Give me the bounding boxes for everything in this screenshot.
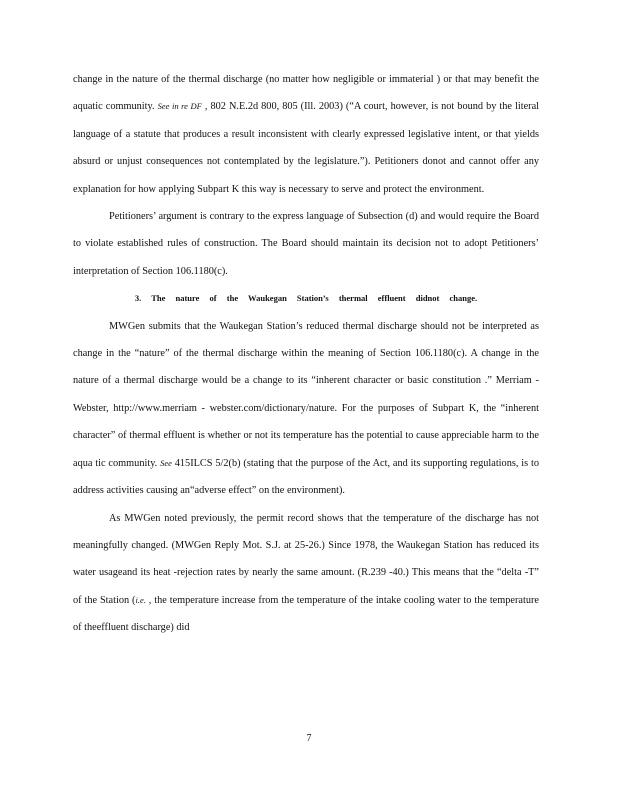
- paragraph-text: As MWGen noted previously, the permit record shows that the temperature of the discharge has not meaningfully changed. (MWGen Reply Mot. S.J. at 25-26.) Since 1978, the Waukegan Station has reduced its water usageand its heat -rejection rates by nearly the same amount. (R.239 -40.) This means that the “delta -T” of the Station (: [73, 512, 539, 606]
- paragraph-text: MWGen submits that the Waukegan Station’s reduced thermal discharge should not be interpreted as change in the “nature” of the thermal discharge within the meaning of Section 106.1180(c). A change in the nature of a thermal discharge would be a change to its “inherent character or basic constitution .” Merriam - Webster, http://www.merriam - webster.com/dictionary/nature. For the purposes of Subpart K, the “inherent character” of thermal effluent is whether or not its temperature has the potential to cause appreciable harm to the aqua tic community.: [73, 320, 539, 469]
- heading-text: 3. The nature of the Waukegan Station’s thermal effluent didnot change.: [134, 293, 478, 304]
- paragraph-text: , 802 N.E.2d 800, 805 (Ill. 2003) (“A court, however, is not bound by the literal language of a statute that produces a result inconsistent with clearly expressed legislative intent, or that yields absurd or unjust consequences not contemplated by the legislature.”). Petitioners donot and cannot offer any explanation for how applying Subpart K this way is necessary to serve and protect the environment.: [73, 101, 540, 195]
- section-heading: [73, 285, 539, 312]
- abbrev-ie: i.e.: [135, 594, 146, 605]
- body-text: [73, 66, 539, 642]
- paragraph-permit-record: [73, 505, 539, 642]
- case-citation: See in re DF: [157, 101, 202, 112]
- signal-see: See: [160, 457, 172, 468]
- paragraph-text: change in the nature of the thermal discharge (no matter how negligible or immaterial ) or that may benefit the aquatic community.: [73, 74, 539, 113]
- paragraph-continued: [73, 66, 539, 203]
- paragraph-mwgen-submits: [73, 313, 539, 505]
- paragraph-text: Petitioners’ argument is contrary to the express language of Subsection (d) and would require the Board to violate established rules of construction. The Board should maintain its decision not to adopt Petitioners’ interpretation of Section 106.1180(c).: [73, 211, 539, 277]
- paragraph-argument: [73, 203, 539, 285]
- paragraph-text: 415ILCS 5/2(b) (stating that the purpose of the Act, and its supporting regulations, is to address activities causing an“adverse effect” on the environment).: [73, 457, 540, 497]
- paragraph-text: , the temperature increase from the temperature of the intake cooling water to the temperature of theeffluent discharge) did: [73, 594, 539, 634]
- page-number: 7: [306, 733, 312, 744]
